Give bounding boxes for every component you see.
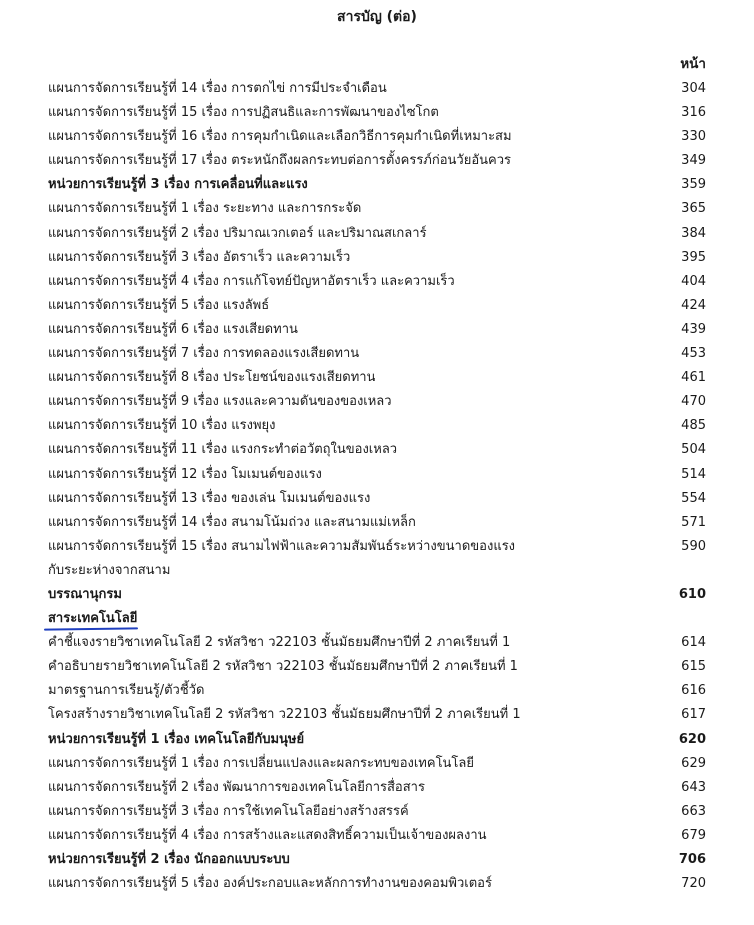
toc-entry-label: แผนการจัดการเรียนรู้ที่ 7 เรื่อง การทดลองแรงเสียดทาน <box>48 346 360 362</box>
toc-page-number: 620 <box>678 731 706 747</box>
toc-page-number: 663 <box>681 803 706 819</box>
toc-page-number: 629 <box>681 755 706 771</box>
toc-page-number: 514 <box>681 466 706 482</box>
toc-page-number: 706 <box>678 852 706 867</box>
toc-entry-label: กับระยะห่างจากสนาม <box>48 562 171 578</box>
toc-entry-row <box>48 800 706 824</box>
toc-entry-row <box>48 438 706 462</box>
toc-page-number: 720 <box>681 876 706 892</box>
toc-entry-row <box>48 414 706 438</box>
toc-entry-row <box>48 776 706 800</box>
toc-entry-row <box>48 246 706 270</box>
toc-entry-label: คำอธิบายรายวิชาเทคโนโลยี 2 รหัสวิชา ว22103 ชั้นมัธยมศึกษาปีที่ 2 ภาคเรียนที่ 1 <box>48 659 518 675</box>
toc-page-number: 679 <box>681 827 706 843</box>
toc-entry-label: แผนการจัดการเรียนรู้ที่ 10 เรื่อง แรงพยุง <box>48 418 276 434</box>
toc-entry-label: แผนการจัดการเรียนรู้ที่ 15 เรื่อง การปฏิสนธิและการพัฒนาของไซโกต <box>48 105 439 121</box>
toc-entry-row <box>48 77 706 101</box>
toc-page-number: 384 <box>681 225 706 241</box>
toc-entry-label: แผนการจัดการเรียนรู้ที่ 14 เรื่อง สนามโน้มถ่วง และสนามแม่เหล็ก <box>48 514 416 530</box>
toc-entry-label: แผนการจัดการเรียนรู้ที่ 15 เรื่อง สนามไฟฟ้าและความสัมพันธ์ระหว่างขนาดของแรง <box>48 538 516 554</box>
toc-entry-row <box>48 222 706 246</box>
toc-page-number: 571 <box>681 514 706 530</box>
toc-page-number: 424 <box>681 297 706 313</box>
toc-entry-label: แผนการจัดการเรียนรู้ที่ 6 เรื่อง แรงเสียดทาน <box>48 321 298 337</box>
toc-page-number: 439 <box>681 321 706 337</box>
table-of-contents <box>48 77 706 896</box>
toc-page-number: 304 <box>681 81 706 96</box>
toc-page-number: 316 <box>681 105 706 121</box>
toc-entry-row <box>48 752 706 776</box>
toc-entry-label: แผนการจัดการเรียนรู้ที่ 5 เรื่อง องค์ประกอบและหลักการทำงานของคอมพิวเตอร์ <box>48 876 492 892</box>
toc-entry-label: คำชี้แจงรายวิชาเทคโนโลยี 2 รหัสวิชา ว22103 ชั้นมัธยมศึกษาปีที่ 2 ภาคเรียนที่ 1 <box>48 635 511 651</box>
toc-entry-label: หน่วยการเรียนรู้ที่ 1 เรื่อง เทคโนโลยีกับมนุษย์ <box>48 731 305 747</box>
toc-entry-label: แผนการจัดการเรียนรู้ที่ 17 เรื่อง ตระหนักถึงผลกระทบต่อการตั้งครรภ์ก่อนวัยอันควร <box>48 153 512 169</box>
toc-page-number: 554 <box>681 490 706 506</box>
toc-entry-label: มาตรฐานการเรียนรู้/ตัวชี้วัด <box>48 683 205 699</box>
toc-entry-row <box>48 197 706 221</box>
toc-entry-row <box>48 125 706 149</box>
toc-entry-row <box>48 270 706 294</box>
toc-entry-label: แผนการจัดการเรียนรู้ที่ 8 เรื่อง ประโยชน์ของแรงเสียดทาน <box>48 370 376 386</box>
toc-page-number: 330 <box>681 129 706 145</box>
toc-entry-row <box>48 390 706 414</box>
toc-heading-row <box>48 173 706 197</box>
toc-entry-label: แผนการจัดการเรียนรู้ที่ 2 เรื่อง พัฒนาการของเทคโนโลยีการสื่อสาร <box>48 779 425 795</box>
toc-page-number: 404 <box>681 273 706 289</box>
toc-page-number: 590 <box>681 538 706 554</box>
toc-entry-label: แผนการจัดการเรียนรู้ที่ 16 เรื่อง การคุมกำเนิดและเลือกวิธีการคุมกำเนิดที่เหมาะสม <box>48 129 512 145</box>
toc-page-number: 349 <box>681 153 706 169</box>
toc-page-number: 470 <box>681 394 706 410</box>
toc-page-number: 643 <box>681 779 706 795</box>
page-number-column-header: หน้า <box>680 56 706 72</box>
toc-entry-label: แผนการจัดการเรียนรู้ที่ 9 เรื่อง แรงและความดันของของเหลว <box>48 394 392 410</box>
toc-entry-row <box>48 511 706 535</box>
toc-entry-label: โครงสร้างรายวิชาเทคโนโลยี 2 รหัสวิชา ว22103 ชั้นมัธยมศึกษาปีที่ 2 ภาคเรียนที่ 1 <box>48 707 521 723</box>
toc-entry-label: แผนการจัดการเรียนรู้ที่ 11 เรื่อง แรงกระทำต่อวัตถุในของเหลว <box>48 442 398 458</box>
toc-entry-label: แผนการจัดการเรียนรู้ที่ 1 เรื่อง ระยะทาง และการกระจัด <box>48 201 362 217</box>
toc-heading-row <box>48 583 706 607</box>
page-title: สารบัญ (ต่อ) <box>337 9 417 25</box>
toc-entry-label: หน่วยการเรียนรู้ที่ 3 เรื่อง การเคลื่อนที่และแรง <box>48 177 308 193</box>
toc-entry-row <box>48 631 706 655</box>
toc-page-number: 359 <box>681 177 706 193</box>
toc-entry-row <box>48 294 706 318</box>
toc-entry-row <box>48 149 706 173</box>
toc-entry-label: แผนการจัดการเรียนรู้ที่ 3 เรื่อง อัตราเร็ว และความเร็ว <box>48 249 351 265</box>
toc-entry-row <box>48 463 706 487</box>
toc-entry-label: แผนการจัดการเรียนรู้ที่ 4 เรื่อง การแก้โจทย์ปัญหาอัตราเร็ว และความเร็ว <box>48 273 455 289</box>
toc-entry-label: แผนการจัดการเรียนรู้ที่ 2 เรื่อง ปริมาณเวกเตอร์ และปริมาณสเกลาร์ <box>48 225 427 241</box>
toc-page-number: 365 <box>681 201 706 217</box>
toc-entry-row <box>48 101 706 125</box>
toc-entry-row <box>48 655 706 679</box>
toc-page-number: 615 <box>681 659 706 675</box>
toc-entry-row <box>48 366 706 390</box>
toc-page-number: 461 <box>681 370 706 386</box>
toc-entry-row <box>48 318 706 342</box>
toc-page-number: 616 <box>681 683 706 699</box>
toc-page-number: 614 <box>681 635 706 651</box>
toc-page-number: 453 <box>681 346 706 362</box>
toc-heading-row <box>48 607 706 631</box>
toc-entry-label: แผนการจัดการเรียนรู้ที่ 3 เรื่อง การใช้เทคโนโลยีอย่างสร้างสรรค์ <box>48 803 409 819</box>
toc-entry-row <box>48 559 706 583</box>
toc-entry-label: หน่วยการเรียนรู้ที่ 2 เรื่อง นักออกแบบระบบ <box>48 852 290 867</box>
toc-entry-label: แผนการจัดการเรียนรู้ที่ 5 เรื่อง แรงลัพธ์ <box>48 297 270 313</box>
toc-entry-label: สาระเทคโนโลยี <box>48 611 138 627</box>
toc-entry-row <box>48 535 706 559</box>
toc-entry-label: แผนการจัดการเรียนรู้ที่ 13 เรื่อง ของเล่น โมเมนต์ของแรง <box>48 490 371 506</box>
toc-page-number: 395 <box>681 249 706 265</box>
toc-entry-row <box>48 872 706 896</box>
toc-entry-row <box>48 342 706 366</box>
toc-entry-label: แผนการจัดการเรียนรู้ที่ 12 เรื่อง โมเมนต์ของแรง <box>48 466 322 482</box>
toc-entry-label: แผนการจัดการเรียนรู้ที่ 4 เรื่อง การสร้างและแสดงสิทธิ์ความเป็นเจ้าของผลงาน <box>48 827 487 843</box>
toc-heading-row <box>48 728 706 752</box>
toc-entry-row <box>48 679 706 703</box>
toc-entry-label: แผนการจัดการเรียนรู้ที่ 14 เรื่อง การตกไข่ การมีประจำเดือน <box>48 81 387 96</box>
toc-page-number: 504 <box>681 442 706 458</box>
toc-heading-row <box>48 848 706 872</box>
toc-page-number: 485 <box>681 418 706 434</box>
toc-entry-label: บรรณานุกรม <box>48 586 122 602</box>
toc-entry-row <box>48 487 706 511</box>
toc-entry-label: แผนการจัดการเรียนรู้ที่ 1 เรื่อง การเปลี่ยนแปลงและผลกระทบของเทคโนโลยี <box>48 755 474 771</box>
toc-page-number: 617 <box>681 707 706 723</box>
toc-entry-row <box>48 824 706 848</box>
toc-entry-row <box>48 703 706 727</box>
toc-page-number: 610 <box>678 586 706 602</box>
